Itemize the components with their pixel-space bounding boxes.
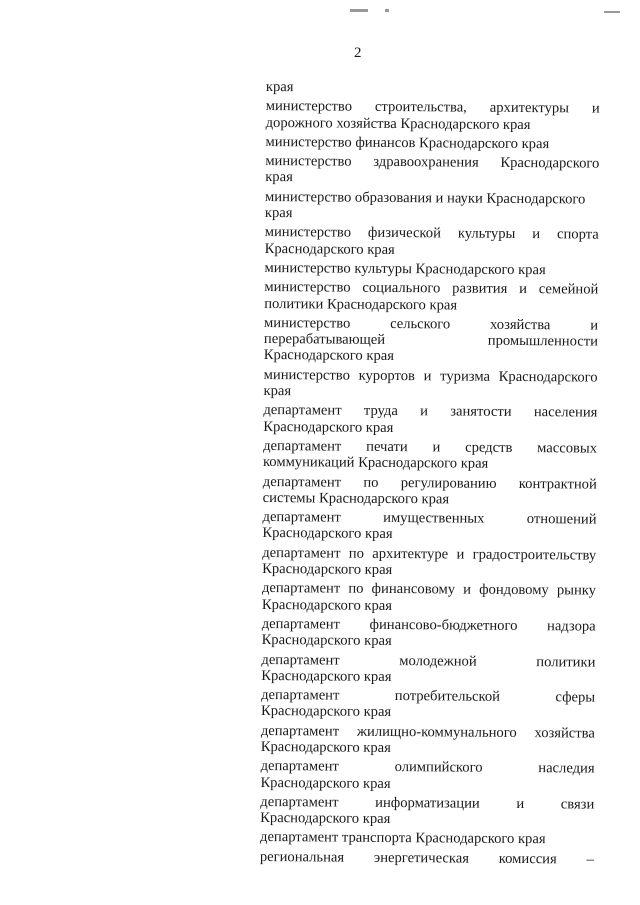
word: архитектуры bbox=[489, 100, 570, 117]
word: министерство bbox=[264, 279, 351, 296]
list-item bbox=[260, 849, 594, 868]
text-line bbox=[262, 561, 596, 580]
list-item bbox=[263, 402, 597, 437]
word: архитектуре bbox=[372, 545, 449, 563]
text-line bbox=[262, 632, 596, 651]
word: занятости bbox=[450, 403, 512, 421]
word: и bbox=[463, 581, 472, 598]
word: хозяйства bbox=[534, 724, 595, 742]
list-item bbox=[261, 723, 595, 758]
word: здравоохранения bbox=[373, 154, 479, 171]
word: Краснодарского края bbox=[264, 240, 395, 258]
word: министерство bbox=[264, 224, 352, 242]
text-line bbox=[264, 347, 598, 366]
word: департамент bbox=[261, 651, 340, 669]
list-item bbox=[263, 367, 597, 402]
word: молодежной bbox=[399, 652, 477, 670]
word: труда bbox=[363, 403, 398, 420]
word: развития bbox=[452, 280, 508, 298]
text-line bbox=[260, 829, 594, 848]
list-item bbox=[263, 474, 597, 509]
text-line bbox=[261, 739, 595, 758]
word: финансовому bbox=[371, 581, 456, 598]
word: дорожного хозяйства Краснодарского края bbox=[265, 114, 531, 133]
text-line bbox=[260, 810, 594, 829]
list-item bbox=[266, 98, 600, 133]
word: системы Краснодарского края bbox=[262, 489, 450, 508]
word: сельского bbox=[390, 315, 451, 333]
word: и bbox=[423, 367, 432, 385]
list-item bbox=[264, 260, 598, 279]
word: средств bbox=[465, 439, 513, 456]
list-item bbox=[261, 651, 595, 686]
word: финансово-бюджетного bbox=[369, 616, 518, 634]
word: департамент bbox=[262, 544, 341, 562]
word: туризма bbox=[440, 368, 491, 385]
text-line bbox=[266, 115, 600, 134]
word: имущественных bbox=[383, 510, 485, 527]
word: градостроительству bbox=[472, 546, 597, 564]
list-item bbox=[265, 189, 599, 224]
word: информатизации bbox=[375, 794, 480, 812]
word: Краснодарского bbox=[500, 155, 600, 172]
word: Краснодарского края bbox=[260, 703, 392, 721]
text-line bbox=[265, 134, 599, 153]
scan-mark bbox=[350, 9, 368, 12]
word: Краснодарского края bbox=[261, 596, 393, 614]
word: департамент bbox=[260, 758, 339, 775]
text-line bbox=[260, 849, 594, 868]
word: рынку bbox=[556, 582, 597, 599]
list-item bbox=[260, 829, 594, 848]
word: Краснодарского bbox=[498, 368, 598, 386]
word: департамент bbox=[261, 687, 340, 704]
word: олимпийского bbox=[394, 759, 483, 777]
list-item bbox=[265, 224, 599, 259]
word: и bbox=[516, 795, 525, 812]
text-line bbox=[261, 668, 595, 687]
word: фондовому bbox=[479, 582, 549, 599]
word: семейной bbox=[538, 281, 599, 298]
list-item bbox=[262, 580, 596, 615]
word: региональная bbox=[259, 848, 345, 866]
word: департамент bbox=[261, 615, 341, 633]
word: – bbox=[586, 851, 594, 868]
word: связи bbox=[560, 796, 595, 813]
word: коммуникаций Краснодарского края bbox=[262, 454, 489, 472]
word: и bbox=[432, 439, 441, 456]
word: министерство образования и науки Краснодарского bbox=[265, 188, 586, 208]
list-item bbox=[265, 134, 599, 153]
word: департамент bbox=[263, 402, 342, 419]
authority-list bbox=[260, 79, 600, 868]
text-line bbox=[263, 419, 597, 438]
word: Краснодарского края bbox=[262, 561, 393, 579]
word: наследия bbox=[538, 760, 595, 777]
word: по bbox=[348, 545, 365, 562]
word: департамент bbox=[262, 509, 341, 526]
list-item bbox=[261, 687, 595, 722]
word: Краснодарского края bbox=[260, 810, 391, 828]
word: энергетическая bbox=[373, 849, 470, 867]
word: политики bbox=[536, 653, 596, 671]
word: Краснодарского края bbox=[261, 632, 392, 650]
list-item bbox=[262, 509, 596, 544]
word: перерабатывающей bbox=[263, 331, 386, 349]
word: департамент bbox=[260, 793, 339, 811]
text-line bbox=[264, 260, 598, 279]
text-line bbox=[264, 367, 598, 386]
word: и bbox=[519, 281, 528, 298]
word: Краснодарского края bbox=[261, 667, 392, 685]
text-line bbox=[265, 189, 599, 208]
word: и bbox=[456, 546, 465, 563]
text-line bbox=[262, 597, 596, 616]
text-line bbox=[261, 703, 595, 722]
word: Краснодарского края bbox=[260, 774, 391, 792]
word: регулированию bbox=[400, 474, 497, 492]
word: Краснодарского края bbox=[262, 525, 393, 543]
word: курортов bbox=[358, 367, 415, 384]
word: культуры bbox=[457, 225, 516, 243]
text-line bbox=[263, 490, 597, 509]
word: департамент транспорта Краснодарского края bbox=[259, 829, 546, 848]
list-item bbox=[264, 315, 598, 367]
text-line bbox=[264, 296, 598, 315]
word: министерство bbox=[263, 366, 350, 384]
word: комиссия bbox=[498, 850, 557, 868]
word: сферы bbox=[555, 689, 596, 706]
word: печати bbox=[366, 438, 408, 456]
word: надзора bbox=[546, 618, 596, 635]
word: потребительской bbox=[394, 688, 501, 705]
scan-mark bbox=[385, 9, 389, 12]
word: спорта bbox=[556, 226, 599, 243]
word: края bbox=[263, 383, 292, 400]
text-line bbox=[260, 775, 594, 794]
list-item bbox=[264, 279, 598, 314]
word: Краснодарского края bbox=[263, 347, 395, 365]
word: населения bbox=[533, 404, 598, 421]
word: и bbox=[420, 403, 429, 420]
word: строительства, bbox=[374, 99, 467, 116]
list-item bbox=[262, 616, 596, 651]
word: массовых bbox=[537, 440, 598, 457]
word: и bbox=[532, 226, 541, 243]
list-item bbox=[263, 438, 597, 473]
word: жилищно-коммунального bbox=[356, 723, 517, 741]
word: промышленности bbox=[487, 332, 599, 350]
word: отношений bbox=[526, 511, 597, 528]
word: края bbox=[264, 205, 293, 222]
word: министерство культуры Краснодарского края bbox=[264, 259, 546, 279]
word: края bbox=[265, 169, 293, 186]
word: по bbox=[348, 580, 364, 598]
scan-mark bbox=[604, 11, 620, 13]
list-item bbox=[265, 153, 599, 188]
word: по bbox=[363, 474, 379, 491]
list-item bbox=[260, 758, 594, 793]
page-number: 2 bbox=[354, 45, 362, 61]
word: департамент bbox=[262, 473, 342, 491]
word: и bbox=[590, 317, 599, 334]
word: департамент bbox=[263, 437, 342, 455]
word: и bbox=[591, 100, 600, 117]
word: края bbox=[265, 79, 294, 96]
text-line bbox=[265, 153, 599, 172]
list-item bbox=[262, 545, 596, 580]
word: политики Краснодарского края bbox=[264, 295, 458, 314]
word: министерство финансов Краснодарского края bbox=[265, 133, 550, 153]
word: департамент bbox=[260, 722, 340, 740]
word: министерство bbox=[265, 153, 352, 170]
text-line bbox=[262, 525, 596, 544]
word: министерство bbox=[265, 98, 353, 115]
word: физической bbox=[367, 225, 441, 242]
word: Краснодарского края bbox=[260, 738, 391, 756]
word: департамент bbox=[261, 580, 341, 597]
text-line bbox=[265, 241, 599, 260]
word: контрактной bbox=[518, 475, 597, 493]
text-line bbox=[263, 454, 597, 473]
word: хозяйства bbox=[490, 316, 551, 334]
list-item bbox=[260, 794, 594, 829]
word: социального bbox=[362, 280, 441, 297]
word: министерство bbox=[264, 314, 351, 332]
word: Краснодарского края bbox=[263, 418, 394, 436]
